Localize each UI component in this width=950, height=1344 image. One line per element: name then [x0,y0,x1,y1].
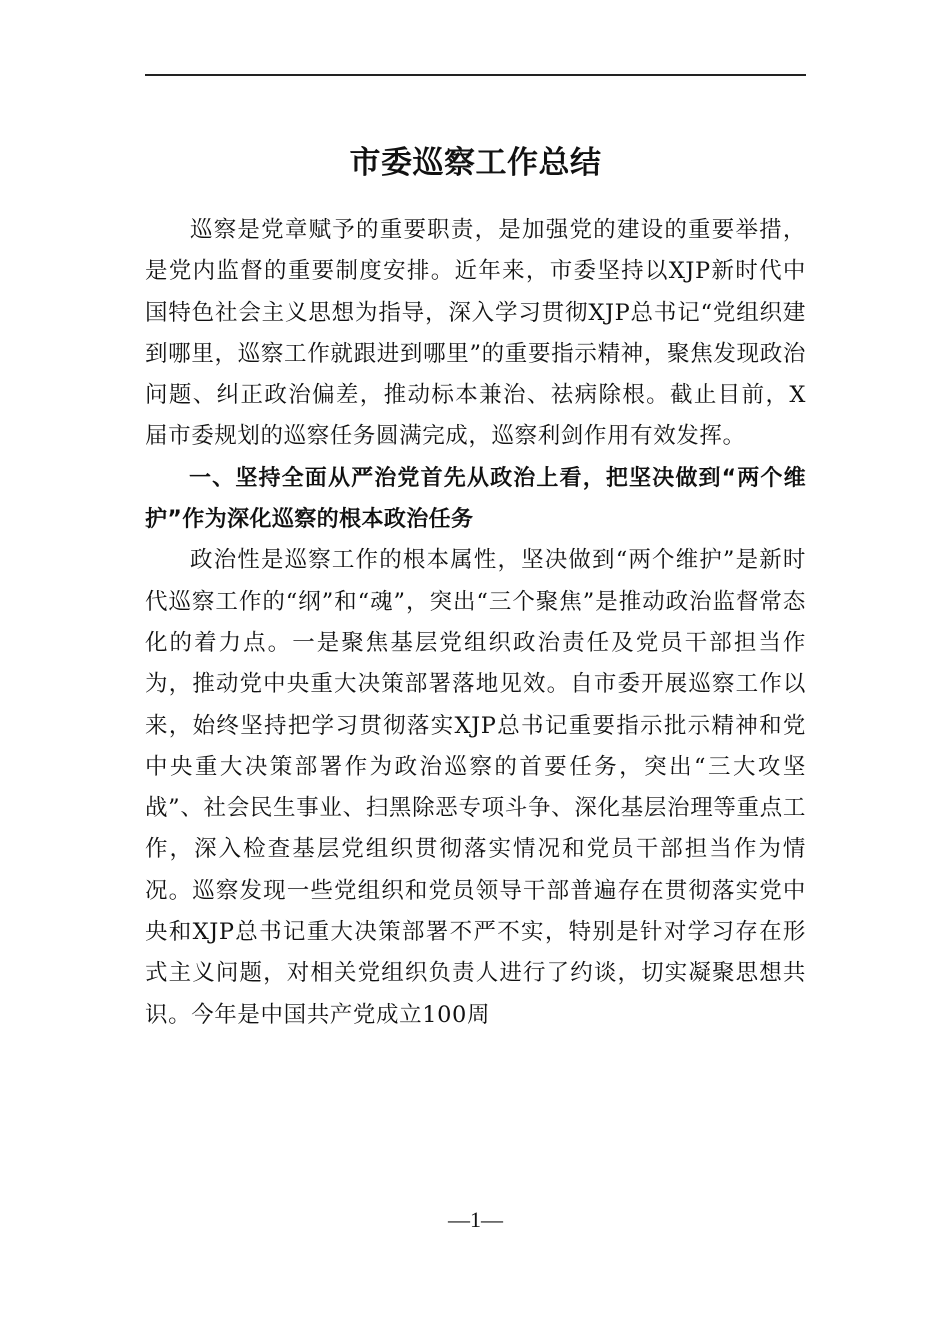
header-rule [145,74,806,76]
section-heading: 一、坚持全面从严治党首先从政治上看，把坚决做到“两个维护”作为深化巡察的根本政治任务 [145,465,806,533]
document-title: 市委巡察工作总结 [349,145,602,181]
section-paragraph: 政治性是巡察工作的根本属性，坚决做到“两个维护”是新时代巡察工作的“纲”和“魂”，突出“三个聚焦”是推动政治监督常态化的着力点。一是聚焦基层党组织政治责任及党员干部担当作为，推动党中央重大决策部署落地见效。自市委开展巡察工作以来，始终坚持把学习贯彻落实XJP总书记重要指示批示精神和党中央重大决策部署作为政治巡察的首要任务，突出“三大攻坚战”、社会民生事业、扫黑除恶专项斗争、深化基层治理等重点工作，深入检查基层党组织贯彻落实情况和党员干部担当作为情况。巡察发现一些党组织和党员领导干部普遍存在贯彻落实党中央和XJP总书记重大决策部署不严不实，特别是针对学习存在形式主义问题，对相关党组织负责人进行了约谈，切实凝聚思想共识。今年是中国共产党成立100周 [145,547,806,1028]
document-body [145,210,806,1036]
intro-paragraph: 巡察是党章赋予的重要职责，是加强党的建设的重要举措，是党内监督的重要制度安排。近年来，市委坚持以XJP新时代中国特色社会主义思想为指导，深入学习贯彻XJP总书记“党组织建到哪里，巡察工作就跟进到哪里”的重要指示精神，聚焦发现政治问题、纠正政治偏差，推动标本兼治、祛病除根。截止目前，X届市委规划的巡察任务圆满完成，巡察利剑作用有效发挥。 [145,217,806,450]
page-number: —1— [448,1207,503,1232]
